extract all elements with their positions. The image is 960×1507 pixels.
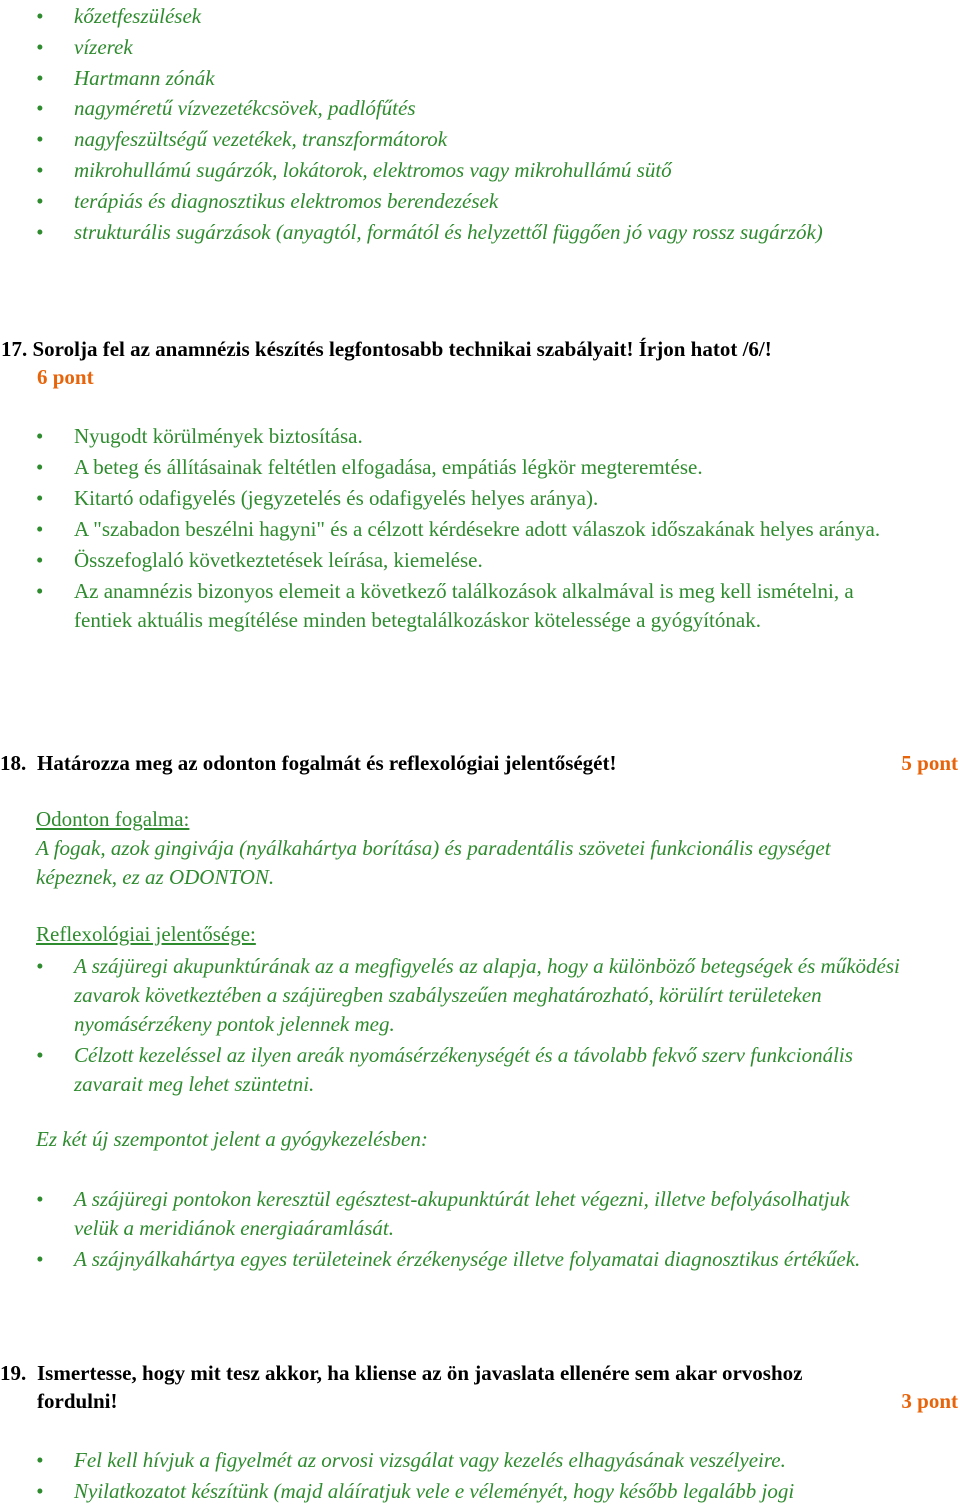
question-19-points: 3 pont	[901, 1389, 958, 1413]
list-item: • Kitartó odafigyelés (jegyzetelés és odafigyelés helyes aránya).	[0, 484, 960, 513]
list-item: • terápiás és diagnosztikus elektromos berendezések	[0, 186, 960, 217]
answer-list	[0, 1446, 960, 1506]
list-item: • Nyilatkozatot készítünk (majd aláíratjuk vele e véleményét, hogy később legalább jogi	[0, 1477, 960, 1506]
question-19-number: 19.	[0, 1361, 27, 1385]
list-item: • Az anamnézis bizonyos elemeit a következő találkozások alkalmával is meg kell ismételni, a fentiek aktuális megítélése minden betegtalálkozáskor kötelessége a gyógyítónak.	[0, 577, 960, 635]
question-17-answers	[0, 422, 960, 637]
question-19-title-cont: fordulni!	[37, 1389, 118, 1413]
list-item: • nagyméretű vízvezetékcsövek, padlófűtés	[0, 93, 960, 124]
list-item: • Összefoglaló következtetések leírása, kiemelése.	[0, 546, 960, 575]
radiation-sources-list	[0, 1, 960, 247]
reflexology-heading: Reflexológiai jelentősége:	[36, 922, 256, 946]
list-item: • Hartmann zónák	[0, 63, 960, 94]
list-item: • A beteg és állításainak feltétlen elfogadása, empátiás légkör megteremtése.	[0, 453, 960, 482]
question-19-answers	[0, 1446, 960, 1507]
reflexology-list	[0, 952, 960, 1099]
list-item: • vízerek	[0, 32, 960, 63]
question-17-points: 6 pont	[37, 365, 94, 389]
list-item: • nagyfeszültségű vezetékek, transzformátorok	[0, 124, 960, 155]
new-aspects-list-section	[0, 1185, 960, 1275]
list-item: • A szájüregi akupunktúrának az a megfigyelés az alapja, hogy a különböző betegségek és működési zavarok következtében a szájüregben szabályszeűen meghatározható, körülírt területeken nyomásérzékeny pontok jelennek meg.	[0, 952, 960, 1039]
list-item: • A szájüregi pontokon keresztül egésztest-akupunktúrát lehet végezni, illetve befolyásolhatjuk velük a meridiánok energiaáramlását.	[0, 1185, 960, 1243]
question-17-title: 17. Sorolja fel az anamnézis készítés legfontosabb technikai szabályait! Írjon hatot /6/!	[1, 337, 772, 361]
question-17	[0, 335, 960, 391]
odonton-definition	[36, 805, 900, 892]
question-19	[0, 1359, 960, 1415]
answer-list	[0, 422, 960, 635]
definition-text: A fogak, azok gingivája (nyálkahártya borítása) és paradentális szövetei funkcionális egységet képeznek, ez az ODONTON.	[36, 836, 831, 889]
new-aspects-heading: Ez két új szempontot jelent a gyógykezelésben:	[36, 1127, 428, 1151]
list-item: • A szájnyálkahártya egyes területeinek érzékenysége illetve folyamatai diagnosztikus értékűek.	[0, 1245, 960, 1274]
list-item: • kőzetfeszülések	[0, 1, 960, 32]
list-item: • Fel kell hívjuk a figyelmét az orvosi vizsgálat vagy kezelés elhagyásának veszélyeire.	[0, 1446, 960, 1475]
list-item: • strukturális sugárzások (anyagtól, formától és helyzettől függően jó vagy rossz sugárzók)	[0, 217, 960, 248]
definition-heading: Odonton fogalma:	[36, 807, 190, 831]
question-18-points: 5 pont	[901, 751, 958, 775]
question-18-title: Határozza meg az odonton fogalmát és reflexológiai jelentőségét!	[37, 751, 617, 775]
list-item: • mikrohullámú sugárzók, lokátorok, elektromos vagy mikrohullámú sütő	[0, 155, 960, 186]
list-item: • Célzott kezeléssel az ilyen areák nyomásérzékenységét és a távolabb fekvő szerv funkcionális zavarait meg lehet szüntetni.	[0, 1041, 960, 1099]
question-18	[0, 749, 960, 777]
question-19-title: Ismertesse, hogy mit tesz akkor, ha kliense az ön javaslata ellenére sem akar orvoshoz	[37, 1361, 803, 1385]
list-item: • A "szabadon beszélni hagyni" és a célzott kérdésekre adott válaszok időszakának helyes aránya.	[0, 515, 960, 544]
reflexology-list-section	[0, 952, 960, 1100]
top-list-section	[0, 1, 960, 247]
new-aspects-list	[0, 1185, 960, 1274]
list-item: • Nyugodt körülmények biztosítása.	[0, 422, 960, 451]
question-18-number: 18.	[0, 751, 27, 775]
